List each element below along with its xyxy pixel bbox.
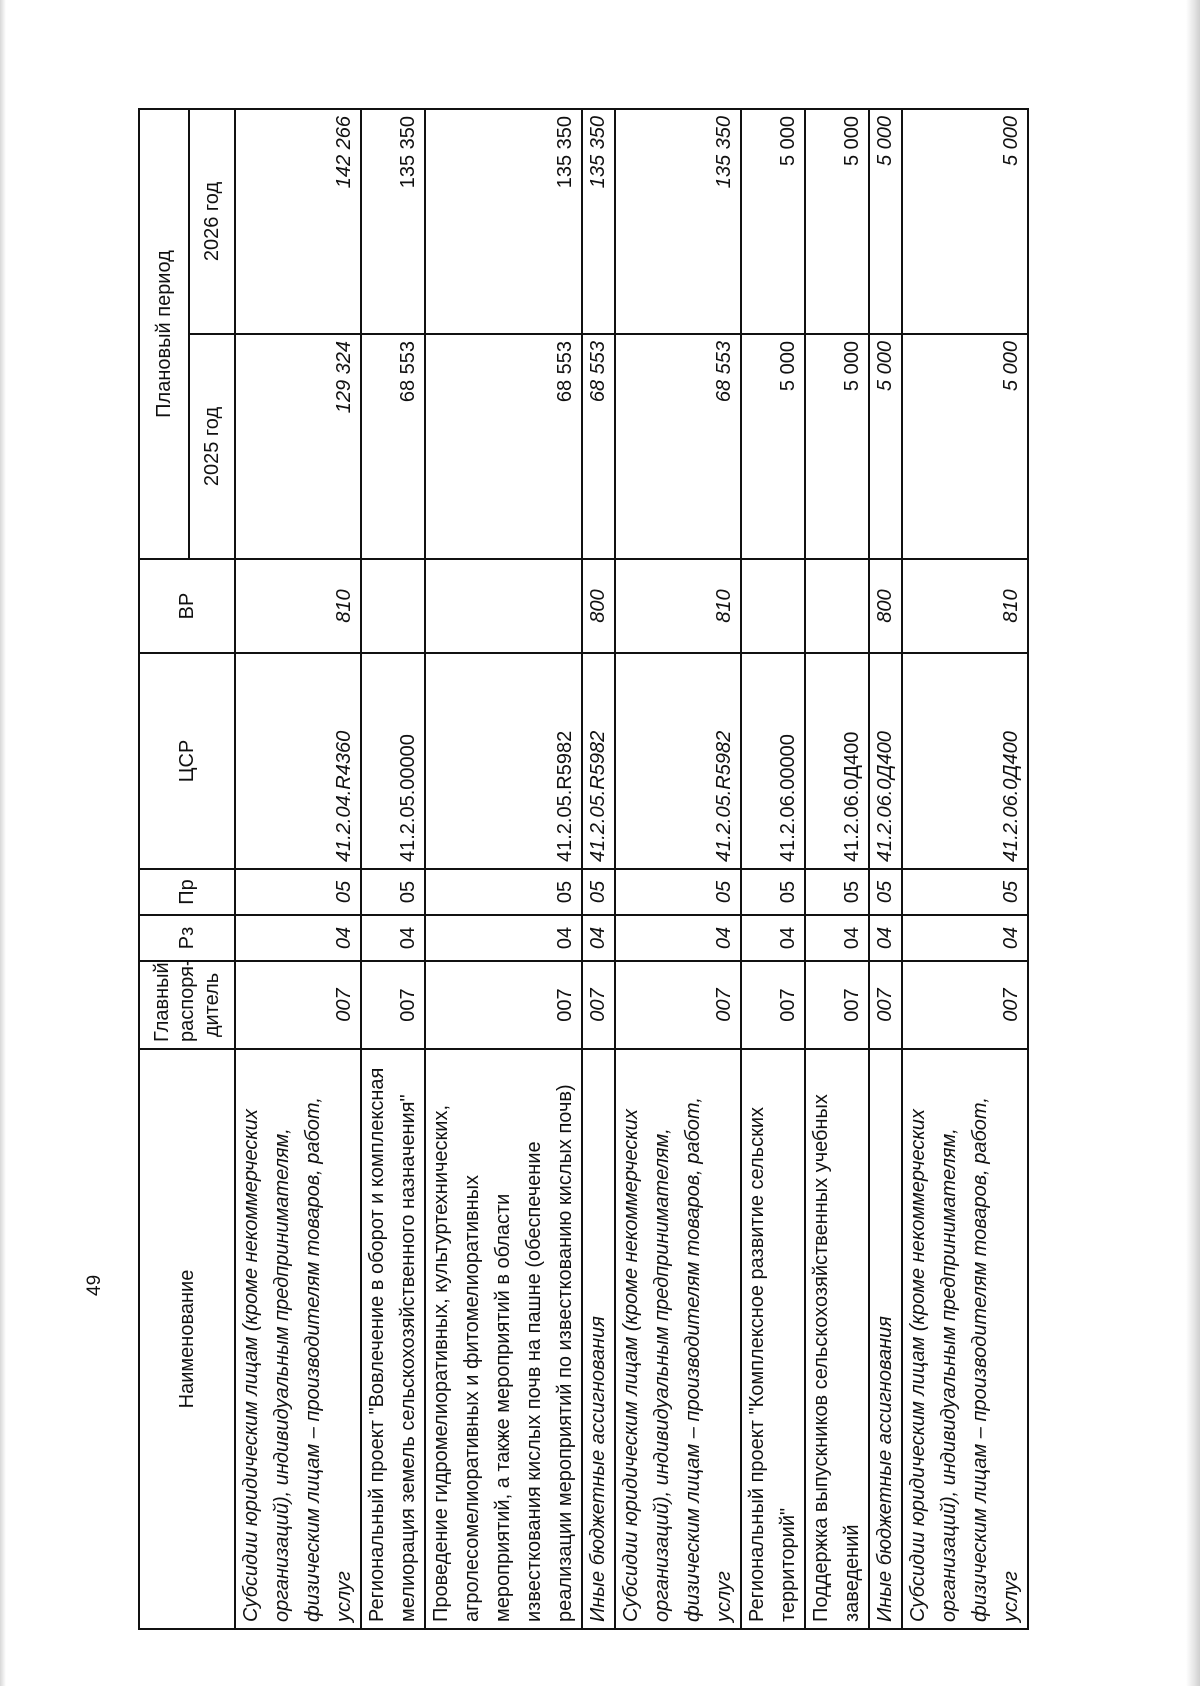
cell-glavny: 007 (902, 961, 1028, 1049)
cell-2026: 5 000 (741, 109, 805, 334)
table-row (805, 109, 869, 1629)
header-plan-period: Плановый период (139, 109, 189, 559)
cell-csr: 41.2.06.0Д400 (805, 653, 869, 869)
cell-csr: 41.2.05.R5982 (582, 653, 615, 869)
table-row (361, 109, 425, 1629)
cell-rz: 04 (869, 915, 902, 961)
cell-2025: 68 553 (582, 334, 615, 559)
cell-vr (805, 559, 869, 653)
cell-2026: 5 000 (902, 109, 1028, 334)
cell-2025: 68 553 (425, 334, 582, 559)
cell-pr: 05 (582, 869, 615, 915)
cell-2026: 5 000 (805, 109, 869, 334)
cell-2026: 5 000 (869, 109, 902, 334)
cell-glavny: 007 (869, 961, 902, 1049)
table-row (869, 109, 902, 1629)
cell-glavny: 007 (741, 961, 805, 1049)
cell-2026: 135 350 (361, 109, 425, 334)
header-year-2025: 2025 год (189, 334, 235, 559)
cell-2025: 5 000 (869, 334, 902, 559)
cell-2026: 135 350 (582, 109, 615, 334)
header-glavny (139, 961, 235, 1049)
cell-pr: 05 (425, 869, 582, 915)
table-row (615, 109, 741, 1629)
cell-glavny: 007 (805, 961, 869, 1049)
header-year-2026: 2026 год (189, 109, 235, 334)
cell-vr (361, 559, 425, 653)
header-pr: Пр (139, 869, 235, 915)
scan-edge-left (0, 0, 6, 1686)
cell-2026: 142 266 (235, 109, 361, 334)
cell-glavny: 007 (615, 961, 741, 1049)
cell-name: Проведение гидромелиоративных, культуртехнических, агролесомелиоративных и фитомелиоративных мероприятий, а также мероприятий в области известкования кислых почв на пашне (обеспечение реализации мероприятий по известкованию кислых почв) (425, 1049, 582, 1629)
header-glavny-line1: Главный (150, 962, 173, 1042)
rotated-page-content (138, 110, 1043, 1630)
cell-2025: 5 000 (902, 334, 1028, 559)
cell-name: Иные бюджетные ассигнования (869, 1049, 902, 1629)
cell-glavny: 007 (582, 961, 615, 1049)
budget-table (138, 108, 1029, 1630)
cell-name: Региональный проект "Вовлечение в оборот и комплексная мелиорация земель сельскохозяйственного назначения" (361, 1049, 425, 1629)
cell-vr (741, 559, 805, 653)
cell-2025: 68 553 (361, 334, 425, 559)
cell-rz: 04 (741, 915, 805, 961)
cell-rz: 04 (615, 915, 741, 961)
table-row (741, 109, 805, 1629)
header-name: Наименование (139, 1049, 235, 1629)
cell-glavny: 007 (425, 961, 582, 1049)
cell-vr: 800 (869, 559, 902, 653)
cell-2026: 135 350 (425, 109, 582, 334)
cell-pr: 05 (615, 869, 741, 915)
cell-pr: 05 (805, 869, 869, 915)
cell-2025: 68 553 (615, 334, 741, 559)
cell-rz: 04 (902, 915, 1028, 961)
cell-csr: 41.2.06.00000 (741, 653, 805, 869)
cell-pr: 05 (741, 869, 805, 915)
table-body (235, 109, 1028, 1629)
cell-vr: 810 (615, 559, 741, 653)
header-glavny-line3: дитель (200, 972, 223, 1038)
cell-pr: 05 (361, 869, 425, 915)
cell-rz: 04 (361, 915, 425, 961)
cell-name: Субсидии юридическим лицам (кроме некоммерческих организаций), индивидуальным предпринимателям, физическим лицам – производителям товаров, работ, услуг (615, 1049, 741, 1629)
cell-2025: 129 324 (235, 334, 361, 559)
cell-csr: 41.2.06.0Д400 (902, 653, 1028, 869)
cell-pr: 05 (235, 869, 361, 915)
cell-csr: 41.2.05.00000 (361, 653, 425, 869)
table-row (582, 109, 615, 1629)
cell-rz: 04 (235, 915, 361, 961)
cell-name: Региональный проект "Комплексное развитие сельских территорий" (741, 1049, 805, 1629)
cell-rz: 04 (582, 915, 615, 961)
cell-glavny: 007 (235, 961, 361, 1049)
cell-2026: 135 350 (615, 109, 741, 334)
cell-csr: 41.2.05.R5982 (425, 653, 582, 869)
page-number: 49 (84, 1274, 105, 1296)
table-row (902, 109, 1028, 1629)
cell-vr: 810 (235, 559, 361, 653)
cell-csr: 41.2.05.R5982 (615, 653, 741, 869)
cell-name: Поддержка выпускников сельскохозяйственных учебных заведений (805, 1049, 869, 1629)
cell-2025: 5 000 (741, 334, 805, 559)
cell-2025: 5 000 (805, 334, 869, 559)
cell-pr: 05 (869, 869, 902, 915)
header-rz: Рз (139, 915, 235, 961)
cell-vr: 810 (902, 559, 1028, 653)
cell-csr: 41.2.04.R4360 (235, 653, 361, 869)
table-row (235, 109, 361, 1629)
header-csr: ЦСР (139, 653, 235, 869)
header-vr: ВР (139, 559, 235, 653)
cell-csr: 41.2.06.0Д400 (869, 653, 902, 869)
table-row (425, 109, 582, 1629)
cell-pr: 05 (902, 869, 1028, 915)
cell-vr (425, 559, 582, 653)
scan-edge-right (1186, 0, 1200, 1686)
cell-rz: 04 (425, 915, 582, 961)
cell-name: Субсидии юридическим лицам (кроме некоммерческих организаций), индивидуальным предпринимателям, физическим лицам – производителям товаров, работ, услуг (902, 1049, 1028, 1629)
cell-name: Субсидии юридическим лицам (кроме некоммерческих организаций), индивидуальным предпринимателям, физическим лицам – производителям товаров, работ, услуг (235, 1049, 361, 1629)
cell-glavny: 007 (361, 961, 425, 1049)
cell-name: Иные бюджетные ассигнования (582, 1049, 615, 1629)
cell-vr: 800 (582, 559, 615, 653)
cell-rz: 04 (805, 915, 869, 961)
header-glavny-line2: распоря- (175, 959, 198, 1042)
